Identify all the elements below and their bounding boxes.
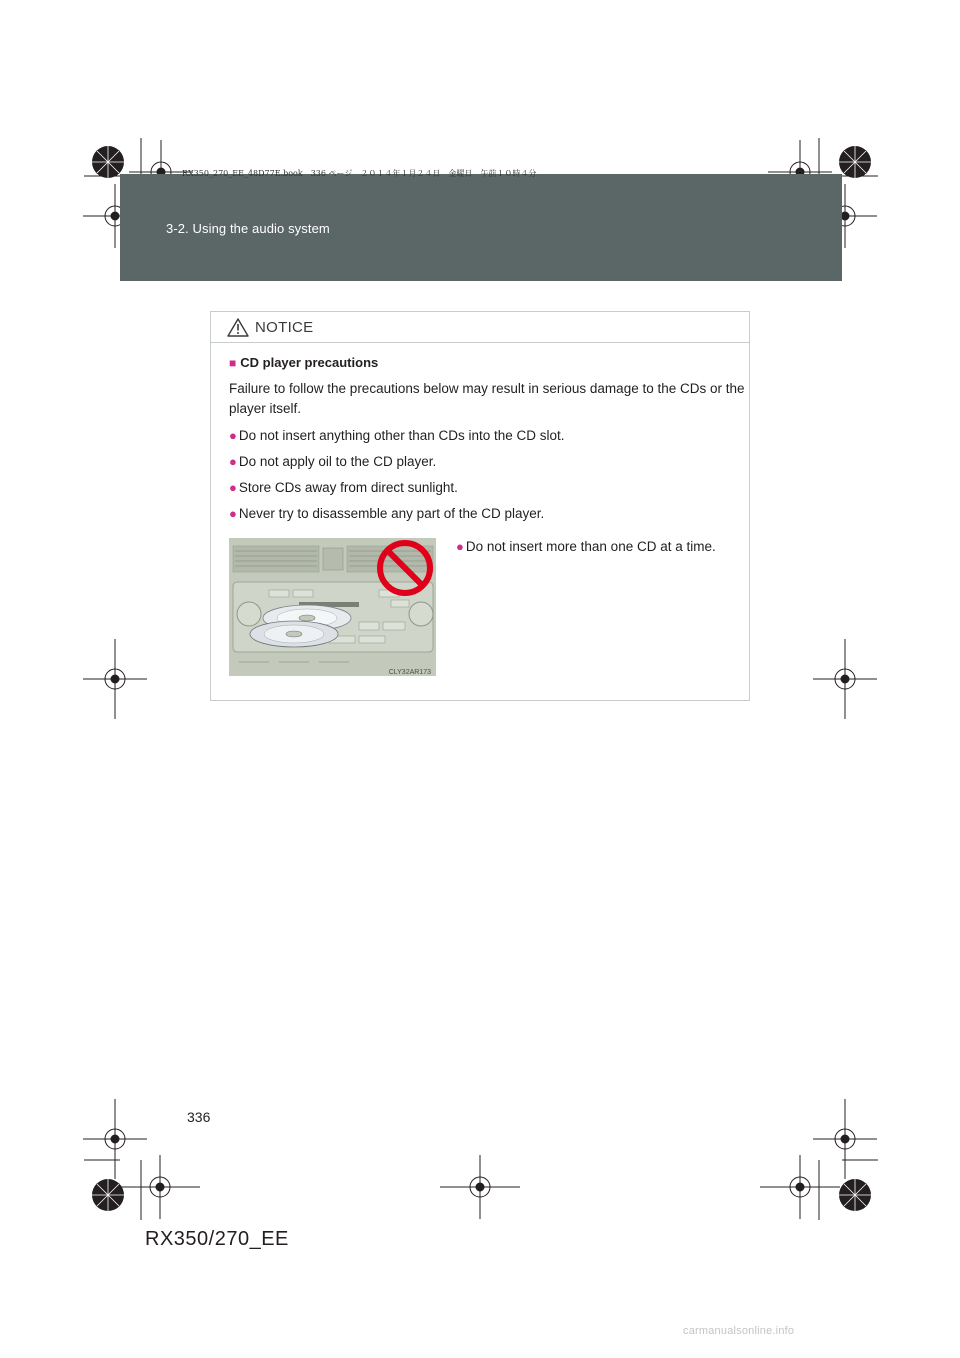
section-heading	[229, 355, 378, 370]
cd-player-illustration	[229, 538, 436, 676]
precaution-list	[229, 426, 749, 530]
watermark: carmanualsonline.info	[683, 1325, 795, 1337]
list-item: ● Store CDs away from direct sunlight.	[229, 480, 458, 495]
section-heading-text: CD player precautions	[240, 355, 379, 370]
list-item: ● Do not apply oil to the CD player.	[229, 454, 437, 469]
circle-bullet-icon: ●	[456, 539, 464, 554]
model-code: RX350/270_EE	[145, 1228, 289, 1250]
list-item: ● Do not insert anything other than CDs into the CD slot.	[229, 428, 565, 443]
side-note-item: ● Do not insert more than one CD at a time.	[456, 539, 716, 554]
section-title: 3-2. Using the audio system	[166, 221, 330, 236]
list-item: ● Never try to disassemble any part of the CD player.	[229, 506, 545, 521]
warning-triangle-icon	[227, 318, 249, 342]
page-number: 336	[187, 1109, 211, 1125]
notice-box	[210, 311, 750, 701]
notice-header	[211, 312, 749, 343]
notice-title: NOTICE	[255, 319, 314, 336]
circle-bullet-icon: ●	[229, 506, 237, 521]
circle-bullet-icon: ●	[229, 480, 237, 495]
intro-paragraph: Failure to follow the precautions below may result in serious damage to the CDs or the player itself.	[229, 381, 745, 416]
circle-bullet-icon: ●	[229, 428, 237, 443]
illustration-code: CLY32AR173	[388, 669, 431, 676]
square-bullet-icon: ■	[229, 356, 237, 370]
print-info: RX350_270_EE_48D77E.book 336 ページ ２０１４年１月２４日 金曜日 午前１０時４分	[182, 169, 537, 178]
circle-bullet-icon: ●	[229, 454, 237, 469]
